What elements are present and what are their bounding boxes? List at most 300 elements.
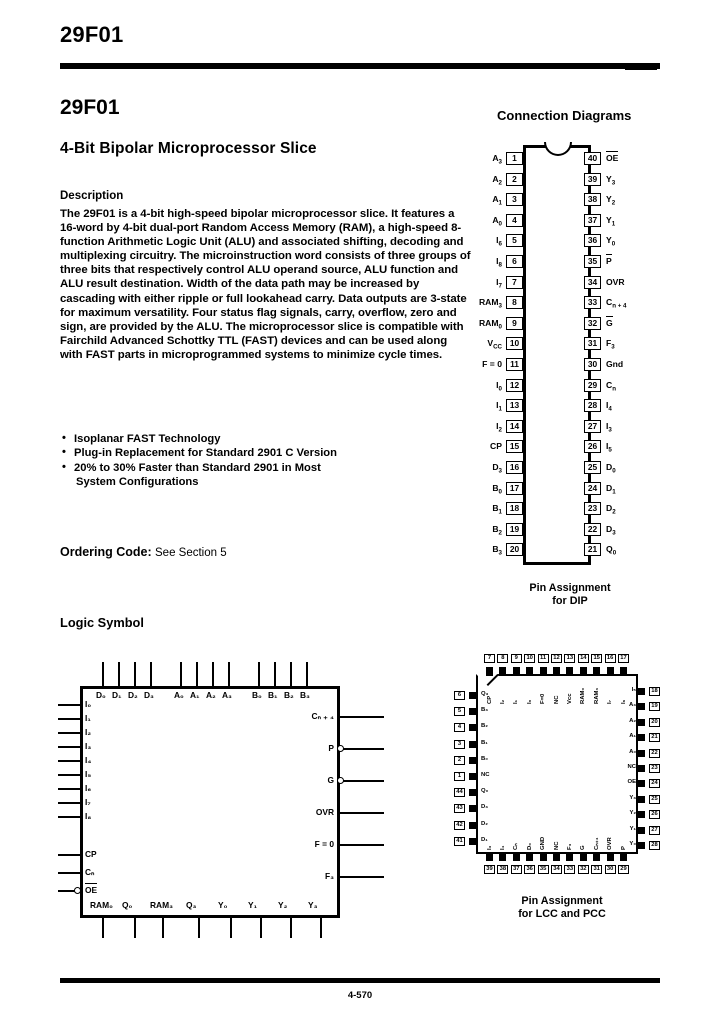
lcc-pin-label: F₃ [566, 843, 573, 850]
dip-pin-label: $B_3$ [492, 544, 502, 557]
lcc-pin-label: GND [540, 836, 547, 850]
logic-symbol-top-pin [228, 662, 230, 686]
lcc-pin-label: I₅ [631, 687, 636, 693]
dip-pin-number: 29 [584, 379, 601, 392]
lcc-pin-number: 14 [578, 654, 589, 663]
lcc-pin-tab [566, 667, 573, 676]
ordering-code-label: Ordering Code: [60, 545, 152, 559]
lcc-pin-label: Q₃ [481, 691, 489, 697]
logic-symbol-left-label: I₃ [85, 741, 92, 751]
logic-symbol-left-pin [58, 760, 82, 762]
lcc-pin-label: A₂ [629, 717, 636, 724]
dip-pin-number: 12 [506, 379, 523, 392]
logic-symbol-top-pin [290, 662, 292, 686]
dip-pin-number: 4 [506, 214, 523, 227]
dip-pin-label: $B_0$ [492, 482, 502, 496]
logic-symbol-left-label: OE [85, 885, 98, 895]
dip-pin-number: 22 [584, 523, 601, 536]
dip-pin-label: CP [490, 441, 502, 452]
logic-symbol-top-pin [196, 662, 198, 686]
dip-pin-label: G [606, 317, 613, 328]
lcc-pin-label: Cₙ [513, 843, 520, 850]
features-continuation: System Configurations [76, 476, 199, 489]
logic-symbol-left-pin [58, 788, 82, 790]
logic-symbol-top-pin [212, 662, 214, 686]
lcc-pin-tab [540, 667, 547, 676]
lcc-pin-number: 44 [454, 788, 465, 797]
lcc-pin-label: Y₃ [629, 794, 636, 801]
header-tick-mark [625, 68, 657, 70]
dip-pin-number: 30 [584, 358, 601, 371]
dip-pin-number: 19 [506, 523, 523, 536]
lcc-pin-label: CP [486, 695, 493, 704]
logic-symbol-diagram [58, 648, 398, 948]
dip-pin-number: 3 [506, 193, 523, 206]
lcc-caption-line1: Pin Assignment [521, 895, 603, 907]
lcc-pin-tab [469, 789, 478, 796]
footer-rule [60, 978, 660, 983]
lcc-pin-tab [540, 852, 547, 861]
lcc-pin-label: P [620, 846, 627, 850]
lcc-pin-tab [526, 852, 533, 861]
dip-pin-label: $D_1$ [606, 482, 616, 496]
lcc-pin-tab [513, 667, 520, 676]
logic-symbol-left-pin [58, 704, 82, 706]
feature-item: • Isoplanar FAST Technology [62, 432, 462, 446]
lcc-pin-tab [636, 750, 645, 757]
lcc-pin-label: I₂ [499, 699, 506, 704]
lcc-pin-tab [620, 667, 627, 676]
lcc-pin-tab [636, 703, 645, 710]
lcc-pin-label: Y₁ [629, 825, 636, 832]
lcc-pin-number: 13 [564, 654, 575, 663]
lcc-pin-tab [636, 734, 645, 741]
lcc-pin-number: 35 [538, 865, 549, 874]
dip-pin-label: $I_5$ [606, 441, 612, 454]
lcc-package-diagram [452, 648, 672, 898]
lcc-pin-number: 6 [454, 691, 465, 700]
lcc-pin-number: 15 [591, 654, 602, 663]
logic-symbol-top-label: A₂ [206, 690, 216, 700]
header-rule [60, 63, 660, 69]
dip-pin-label: $D_0$ [606, 462, 616, 475]
lcc-pin-number: 7 [484, 654, 495, 663]
lcc-pin-label: NC [553, 841, 560, 850]
lcc-pin-number: 23 [649, 764, 660, 773]
lcc-pin-number: 19 [649, 702, 660, 711]
page-title: 29F01 [60, 96, 120, 119]
logic-symbol-bottom-pin [260, 916, 262, 938]
logic-symbol-left-pin [58, 816, 82, 818]
lcc-pin-tab [469, 773, 478, 780]
dip-pin-number: 20 [506, 543, 523, 556]
lcc-pin-number: 9 [511, 654, 522, 663]
dip-pin-number: 35 [584, 255, 601, 268]
lcc-pin-label: A₁ [629, 733, 636, 740]
dip-pin-number: 9 [506, 317, 523, 330]
logic-symbol-top-label: B₂ [284, 690, 294, 700]
dip-pin-label: $Y_1$ [606, 214, 616, 228]
lcc-pin-tab [636, 827, 645, 834]
lcc-pin-label: D₀ [526, 843, 533, 850]
dip-pin-number: 21 [584, 543, 601, 556]
logic-symbol-top-pin [134, 662, 136, 686]
lcc-pin-number: 28 [649, 841, 660, 850]
logic-symbol-right-pin [340, 716, 384, 718]
lcc-pin-label: F=0 [540, 693, 547, 704]
lcc-pin-label: I₇ [607, 700, 614, 704]
lcc-pin-label: NC [481, 772, 490, 778]
lcc-pin-number: 1 [454, 772, 465, 781]
lcc-pin-number: 29 [618, 865, 629, 874]
logic-symbol-bottom-pin [162, 916, 164, 938]
dip-pin-label: $Y_0$ [606, 235, 616, 248]
lcc-pin-tab [469, 741, 478, 748]
dip-pin-label: $I_6$ [496, 235, 502, 248]
lcc-pin-number: 38 [497, 865, 508, 874]
dip-pin-label: $A_0$ [492, 214, 502, 228]
dip-pin-number: 40 [584, 152, 601, 165]
dip-pin-number: 1 [506, 152, 523, 165]
logic-symbol-left-label: I₁ [85, 713, 91, 723]
lcc-pin-label: Q₀ [481, 788, 489, 795]
dip-pin-label: $I_0$ [496, 379, 502, 393]
dip-pin-label: $I_1$ [496, 400, 502, 413]
dip-pin-label: $A_2$ [492, 173, 502, 187]
lcc-pin-number: 43 [454, 804, 465, 813]
logic-symbol-top-label: D₀ [96, 690, 106, 700]
lcc-pin-tab [636, 765, 645, 772]
lcc-pin-label: Y₀ [629, 841, 636, 847]
dip-pin-number: 6 [506, 255, 523, 268]
lcc-caption [452, 895, 672, 921]
lcc-pin-tab [486, 852, 493, 861]
logic-symbol-top-label: B₁ [268, 690, 278, 700]
lcc-pin-tab [499, 667, 506, 676]
logic-symbol-top-pin [150, 662, 152, 686]
lcc-pin-label: G [580, 845, 587, 850]
dip-pin-label: OE [606, 153, 619, 163]
lcc-pin-number: 42 [454, 821, 465, 830]
description-text: The 29F01 is a 4-bit high-speed bipolar microprocessor slice. It features a 16-word by 4-bit dual-port Random Access Memory (RAM), a high-speed 8-function Arithmetic Logic Unit (ALU) and associated shifting, decoding and multiplexing circuitry. The microinstruction word consists of three groups of three bits that respectively control ALU operand source, ALU function and ALU result destination. Width of the data path may be increased by cascading with either ripple or full lookahead carry. Data outputs are 3-state for maximum versatility. Four status flag signals, carry, overflow, zero and sign, are provided by the ALU. The microprocessor slice is compatible with Fairchild Advanced Schottky TTL (FAST) devices and can be used along with FAST parts in microprogrammed systems to minimize cycle times. [60, 208, 471, 361]
lcc-pin-tab [486, 667, 493, 676]
logic-symbol-right-pin [340, 780, 384, 782]
logic-symbol-top-label: B₃ [300, 690, 310, 700]
lcc-caption-line2: for LCC and PCC [518, 908, 606, 920]
header-part-number: 29F01 [60, 22, 124, 47]
dip-pin-number: 25 [584, 461, 601, 474]
logic-symbol-top-label: A₁ [190, 690, 200, 700]
lcc-pin-tab [636, 796, 645, 803]
logic-symbol-left-pin [58, 774, 82, 776]
lcc-pin-tab [553, 667, 560, 676]
lcc-pin-number: 27 [649, 826, 660, 835]
lcc-pin-tab [499, 852, 506, 861]
lcc-pin-number: 33 [564, 865, 575, 874]
logic-symbol-left-pin [58, 732, 82, 734]
logic-symbol-right-pin [340, 876, 384, 878]
lcc-pin-tab [469, 822, 478, 829]
logic-symbol-top-label: B₀ [252, 690, 262, 700]
lcc-pin-number: 12 [551, 654, 562, 663]
logic-symbol-bottom-pin [102, 916, 104, 938]
dip-pin-label: $RAM_0$ [478, 317, 502, 331]
lcc-pin-tab [593, 667, 600, 676]
lcc-pin-label: I₆ [620, 699, 627, 704]
dip-pin-number: 11 [506, 358, 523, 371]
dip-pin-label: $D_3$ [606, 523, 616, 537]
lcc-pin-tab [566, 852, 573, 861]
logic-symbol-top-pin [102, 662, 104, 686]
logic-symbol-right-label: F = 0 [314, 839, 334, 849]
dip-pin-label: $C_{n + 4}$ [606, 297, 627, 310]
dip-pin-number: 27 [584, 420, 601, 433]
lcc-pin-label: OVR [607, 837, 614, 850]
lcc-pin-tab [607, 852, 614, 861]
logic-symbol-right-label: P [328, 743, 334, 753]
logic-symbol-right-pin [340, 844, 384, 846]
lcc-pin-tab [469, 805, 478, 812]
logic-symbol-left-pin [58, 746, 82, 748]
lcc-pin-label: I₁ [513, 699, 520, 704]
lcc-pin-label: B₃ [481, 707, 488, 714]
logic-symbol-right-label: Cₙ ₊ ₄ [311, 711, 334, 721]
dip-pin-label: $Y_3$ [606, 173, 616, 187]
lcc-pin-number: 2 [454, 756, 465, 765]
dip-pin-label: F = 0 [482, 359, 502, 369]
logic-symbol-bottom-label: Y₀ [218, 900, 228, 910]
logic-symbol-bottom-label: Y₂ [278, 900, 288, 910]
lcc-pin-label: RAM₃ [593, 687, 600, 704]
lcc-pin-number: 26 [649, 810, 660, 819]
dip-pin-number: 34 [584, 276, 601, 289]
lcc-pin-label: NC [627, 764, 636, 770]
logic-symbol-bottom-label: RAM₃ [150, 900, 173, 910]
lcc-pin-number: 11 [538, 654, 549, 663]
dip-pin-number: 10 [506, 337, 523, 350]
dip-package-diagram [470, 140, 670, 580]
lcc-pin-number: 5 [454, 707, 465, 716]
ordering-code-value: See Section 5 [155, 547, 227, 559]
logic-symbol-left-pin [58, 802, 82, 804]
dip-pin-number: 2 [506, 173, 523, 186]
lcc-pin-tab [580, 667, 587, 676]
lcc-pin-number: 20 [649, 718, 660, 727]
lcc-pin-number: 22 [649, 749, 660, 758]
lcc-pin-tab [636, 780, 645, 787]
dip-pin-number: 23 [584, 502, 601, 515]
lcc-pin-tab [636, 811, 645, 818]
lcc-pin-tab [469, 838, 478, 845]
lcc-pin-number: 8 [497, 654, 508, 663]
logic-symbol-heading: Logic Symbol [60, 615, 144, 630]
dip-caption-line2: for DIP [552, 595, 588, 607]
dip-pin-number: 39 [584, 173, 601, 186]
lcc-pin-label: D₃ [481, 804, 488, 811]
lcc-pin-number: 10 [524, 654, 535, 663]
dip-pin-number: 13 [506, 399, 523, 412]
dip-pin-label: $D_3$ [492, 462, 502, 475]
dip-pin-number: 18 [506, 502, 523, 515]
lcc-pin-label: I₄ [499, 845, 506, 850]
logic-symbol-left-label: Cₙ [85, 867, 95, 877]
dip-pin-label: $A_3$ [492, 153, 502, 166]
logic-symbol-top-pin [306, 662, 308, 686]
dip-pin-number: 38 [584, 193, 601, 206]
lcc-pin-tab [580, 852, 587, 861]
dip-pin-number: 26 [584, 440, 601, 453]
logic-symbol-left-label: I₄ [85, 755, 92, 765]
logic-symbol-right-label: G [327, 775, 334, 785]
ordering-code [60, 545, 227, 559]
lcc-pin-tab [469, 692, 478, 699]
dip-pin-number: 16 [506, 461, 523, 474]
logic-symbol-top-label: D₂ [128, 690, 138, 700]
logic-symbol-bottom-pin [198, 916, 200, 938]
logic-symbol-left-pin [58, 718, 82, 720]
lcc-pin-number: 21 [649, 733, 660, 742]
lcc-pin-tab [593, 852, 600, 861]
lcc-pin-number: 4 [454, 723, 465, 732]
dip-pin-number: 5 [506, 234, 523, 247]
lcc-pin-tab [607, 667, 614, 676]
dip-pin-number: 15 [506, 440, 523, 453]
lcc-pin-number: 17 [618, 654, 629, 663]
logic-symbol-left-label: I₀ [85, 699, 92, 709]
lcc-pin-label: B₀ [481, 755, 488, 762]
dip-pin-number: 7 [506, 276, 523, 289]
lcc-pin-label: D₁ [481, 836, 488, 843]
logic-symbol-bottom-pin [230, 916, 232, 938]
lcc-pin-tab [636, 719, 645, 726]
dip-pin-label: $RAM_3$ [478, 297, 502, 310]
logic-symbol-left-label: I₆ [85, 783, 92, 793]
dip-pin-number: 17 [506, 482, 523, 495]
dip-pin-label: $D_2$ [606, 503, 616, 516]
dip-pin-label: OVR [606, 276, 625, 287]
dip-pin-number: 31 [584, 337, 601, 350]
lcc-pin-label: A₃ [629, 702, 636, 709]
dip-pin-label: $Q_0$ [606, 544, 617, 557]
lcc-pin-tab [526, 667, 533, 676]
dip-pin-label: $C_n$ [606, 379, 616, 393]
inverting-bubble-icon [337, 745, 344, 752]
lcc-pin-label: I₃ [486, 845, 493, 850]
dip-pin-label: $I_4$ [606, 400, 612, 413]
connection-diagrams-heading: Connection Diagrams [497, 108, 632, 123]
lcc-pin-number: 30 [605, 865, 616, 874]
logic-symbol-right-pin [340, 812, 384, 814]
dip-pin-label: $A_1$ [492, 194, 502, 207]
logic-symbol-left-label: I₇ [85, 797, 91, 807]
lcc-pin-number: 18 [649, 687, 660, 696]
lcc-pin-number: 3 [454, 740, 465, 749]
lcc-pin-tab [469, 757, 478, 764]
lcc-pin-label: OE [627, 779, 636, 786]
dip-pin-label: $V_{CC}$ [487, 338, 502, 351]
lcc-pin-label: A₀ [629, 748, 636, 755]
footer-page-number: 4-570 [347, 990, 373, 1001]
dip-pin-label: $I_2$ [496, 420, 502, 434]
lcc-pin-number: 36 [524, 865, 535, 874]
dip-pin-label: $F_3$ [606, 338, 615, 351]
dip-pin-label: $B_2$ [492, 523, 502, 537]
logic-symbol-top-pin [180, 662, 182, 686]
logic-symbol-top-label: D₃ [144, 690, 154, 700]
lcc-pin-label: RAM₀ [580, 687, 587, 704]
logic-symbol-top-label: A₃ [222, 690, 232, 700]
dip-pin-number: 32 [584, 317, 601, 330]
logic-symbol-bottom-pin [134, 916, 136, 938]
logic-symbol-right-pin [340, 748, 384, 750]
dip-pin-label: $I_3$ [606, 420, 612, 434]
lcc-pin-number: 39 [484, 865, 495, 874]
logic-symbol-bottom-label: Y₃ [308, 900, 318, 910]
lcc-pin-label: Cₙ₊₄ [593, 837, 600, 850]
logic-symbol-left-label: I₂ [85, 727, 92, 737]
dip-pin-number: 8 [506, 296, 523, 309]
dip-pin-label: Gnd [606, 359, 624, 369]
lcc-pin-label: NC [553, 695, 560, 704]
dip-pin-number: 36 [584, 234, 601, 247]
dip-pin-label: P [606, 256, 612, 266]
dip-pin-label: $I_7$ [496, 276, 502, 290]
inverting-bubble-icon [337, 777, 344, 784]
lcc-pin-number: 16 [605, 654, 616, 663]
logic-symbol-bottom-pin [290, 916, 292, 938]
logic-symbol-top-pin [274, 662, 276, 686]
lcc-pin-number: 24 [649, 779, 660, 788]
feature-item: • Plug-in Replacement for Standard 2901 C Version [62, 446, 462, 460]
dip-body-outline [523, 145, 591, 565]
dip-pin-number: 37 [584, 214, 601, 227]
logic-symbol-bottom-label: Y₁ [248, 900, 258, 910]
logic-symbol-top-label: D₁ [112, 690, 122, 700]
dip-pin-number: 24 [584, 482, 601, 495]
lcc-pin-label: Vᴄᴄ [566, 693, 573, 704]
dip-pin-number: 28 [584, 399, 601, 412]
logic-symbol-bottom-label: Q₃ [186, 900, 197, 910]
lcc-pin-label: I₀ [526, 699, 533, 704]
logic-symbol-left-label: I₅ [85, 769, 92, 779]
lcc-pin-tab [636, 842, 645, 849]
features-list [62, 432, 462, 490]
lcc-pin-number: 25 [649, 795, 660, 804]
lcc-pin-number: 32 [578, 865, 589, 874]
lcc-pin-label: B₂ [481, 723, 488, 730]
lcc-pin-tab [636, 688, 645, 695]
lcc-pin-number: 31 [591, 865, 602, 874]
lcc-pin-label: Y₂ [629, 810, 636, 817]
lcc-pin-tab [469, 708, 478, 715]
dip-pin-label: $Y_2$ [606, 194, 616, 207]
logic-symbol-top-pin [258, 662, 260, 686]
dip-pin-number: 14 [506, 420, 523, 433]
page-subtitle: 4-Bit Bipolar Microprocessor Slice [60, 140, 317, 157]
lcc-pin-label: B₁ [481, 739, 488, 746]
logic-symbol-bottom-label: Q₀ [122, 900, 133, 910]
logic-symbol-left-label: I₈ [85, 811, 92, 821]
dip-pin-label: $B_1$ [492, 503, 502, 516]
logic-symbol-bottom-label: RAM₀ [90, 900, 113, 910]
description-heading: Description [60, 190, 124, 202]
logic-symbol-right-label: OVR [315, 807, 334, 817]
logic-symbol-right-label: F₃ [325, 871, 334, 881]
dip-caption-line1: Pin Assignment [529, 582, 611, 594]
lcc-pin-tab [553, 852, 560, 861]
logic-symbol-top-label: A₀ [174, 690, 184, 700]
logic-symbol-top-pin [118, 662, 120, 686]
